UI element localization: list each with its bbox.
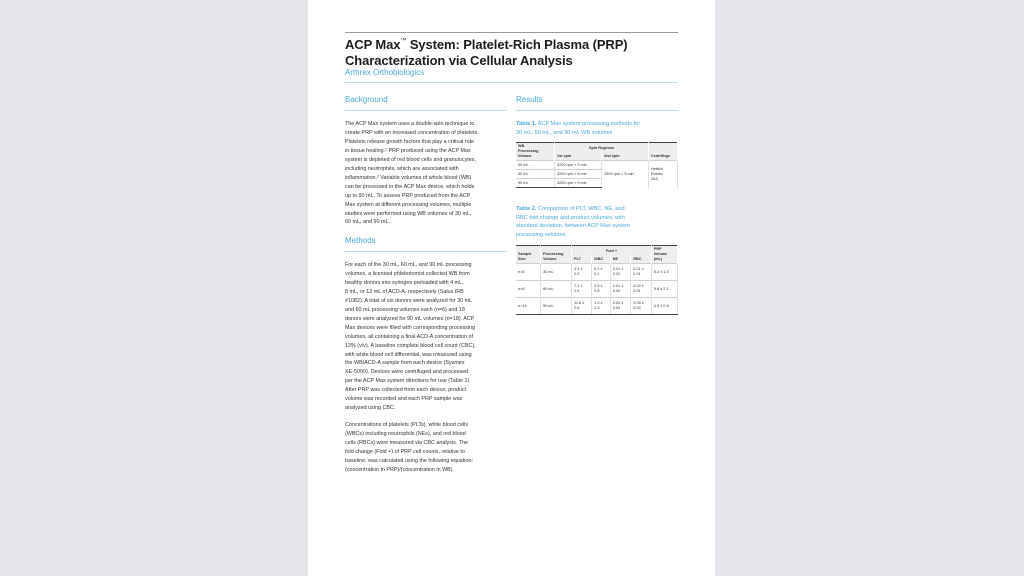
caption-text: Comparison of PLT, WBC, NE, and RBC fold change and product volumes, with standard deviation, between ACP Max system processing volumes <box>516 206 631 238</box>
column-header: RBC <box>631 255 652 264</box>
table-cell: 3200 rpm × 6 min <box>555 170 602 179</box>
column-header: Fold + <box>572 246 652 255</box>
table-cell: 3.3 ± 0.3 <box>572 264 592 281</box>
table-cell: 60 mL <box>516 170 555 179</box>
table-cell: 7.1 ± 1.9 <box>572 281 592 298</box>
table-cell: 0.01 ± 0.01 <box>610 264 631 281</box>
background-heading: Background <box>345 95 388 104</box>
title-text: System: Platelet-Rich Plasma (PRP) <box>406 37 628 52</box>
organization: Arthrex Orthobiologics <box>345 68 425 77</box>
column-header: Spin Regimes <box>555 143 649 152</box>
table-1 <box>516 142 678 188</box>
table-cell: 1500 rpm × 5 min <box>602 161 649 188</box>
column-header: Sample Size <box>516 246 541 264</box>
table-cell: 4.5 ± 0.8 <box>651 298 677 315</box>
table-row <box>516 281 678 298</box>
table-cell: n=6 <box>516 281 541 298</box>
table-cell: Hettich Rotofix 32A <box>649 161 678 188</box>
caption-label: Table 2. <box>516 206 537 212</box>
table-cell: 0.5 ± 0.6 <box>592 281 611 298</box>
table-cell: 0.03 ± 0.04 <box>610 298 631 315</box>
table-row <box>516 298 678 315</box>
table-cell: n=18 <box>516 298 541 315</box>
table-cell: 0.01 ± 0.02 <box>610 281 631 298</box>
document-page <box>308 0 715 576</box>
page-title <box>345 37 678 68</box>
caption-label: Table 1. <box>516 121 537 127</box>
table-cell: 3200 rpm × 9 min <box>555 179 602 188</box>
column-header: WBC <box>592 255 611 264</box>
table-cell: n=6 <box>516 264 541 281</box>
methods-heading: Methods <box>345 236 376 245</box>
column-header: NE <box>610 255 631 264</box>
title-text: Characterization via Cellular Analysis <box>345 52 573 68</box>
table-cell: 0.05 ± 0.02 <box>631 298 652 315</box>
caption-text: ACP Max system processing methods for 30 mL, 60 mL, and 90 mL WB volumes <box>516 121 641 136</box>
table-cell: 90 mL <box>516 179 555 188</box>
column-header: PRP Volume (mL) <box>651 246 677 264</box>
results-heading: Results <box>516 95 543 104</box>
section-rule <box>345 251 507 252</box>
table-row <box>516 264 678 281</box>
trademark-symbol: ™ <box>400 38 407 44</box>
methods-text-2: Concentrations of platelets (PLTs), white blood cells (WBCs) including neutrophils (NEs), and red blood cells (RBCs) were measured via CBC analysis. The fold change (Fold +) of PRP cell counts, relative to baseline, was calculated using the following equation: (concentration in PRP)/(concentration in WB). <box>345 422 473 473</box>
table-cell: 0.1 ± 0.1 <box>592 264 611 281</box>
table-cell: 60 mL <box>541 281 572 298</box>
table-cell: 90 mL <box>541 298 572 315</box>
table-cell: 3200 rpm × 3 min <box>555 161 602 170</box>
section-rule <box>516 110 678 111</box>
table-cell: 0.02 ± 0.01 <box>631 281 652 298</box>
table-cell: 11.6 ± 2.6 <box>572 298 592 315</box>
column-header: Processing Volume <box>541 246 572 264</box>
column-header: PLT <box>572 255 592 264</box>
table-cell: 0.01 ± 0.01 <box>631 264 652 281</box>
column-header: 1st spin <box>555 152 602 161</box>
column-header: 2nd spin <box>602 152 649 161</box>
header-rule <box>345 82 678 83</box>
table-cell: 5.3 ± 1.3 <box>651 264 677 281</box>
methods-text: For each of the 30 mL, 60 mL, and 90 mL processing volumes, a licensed phlebotomist collected WB from healthy donors into syringes preloaded with 4 mL, 8 mL, or 12 mL of ACD-A, respectively (Salus IRB #1082). A total of six donors were analyzed for 30 mL and 60 mL processing volumes each (n=6) and 18 donors were analyzed for 90 mL volumes (n=18). ACP Max devices were filled with corresponding processing volumes, all containing a final ACD-A concentration of 13% (v/v). A baseline complete blood cell count (CBC), with white blood cell differential, was measured using the WB/ACD-A sample from each device (Sysmex XE-5000). Devices were centrifuged and processed per the ACP Max system directions for use (Table 1). After PRP was collected from each device, product volume was recorded and each PRP sample was analyzed using CBC. <box>345 262 476 412</box>
table-cell: 5.8 ± 2.1 <box>651 281 677 298</box>
section-rule <box>345 110 507 111</box>
title-rule <box>345 32 678 33</box>
column-header: Centrifuge <box>649 143 678 161</box>
table-2 <box>516 245 678 315</box>
table1-caption <box>516 120 678 137</box>
table2-caption <box>516 205 678 239</box>
table-cell: 1.0 ± 1.3 <box>592 298 611 315</box>
background-text: The ACP Max system uses a double-spin technique to create PRP with an increased concentration of platelets. Platelets release growth factors that play a critical role in tissue healing.¹ PRP produced using the ACP Max system is depleted of red blood cells and granulocytes, including neutrophils, which are associated with inflammation.² Variable volumes of whole blood (WB) can be processed in the ACP Max device, which holds up to 90 mL. To assess PRP produced from the ACP Max system at different processing volumes, multiple studies were performed using WB volumes of 30 mL, 60 mL, and 90 mL. <box>345 121 479 226</box>
table-cell: 30 mL <box>541 264 572 281</box>
column-header: WB Processing Volume <box>516 143 555 161</box>
title-text: ACP Max <box>345 37 401 52</box>
table-cell: 30 mL <box>516 161 555 170</box>
